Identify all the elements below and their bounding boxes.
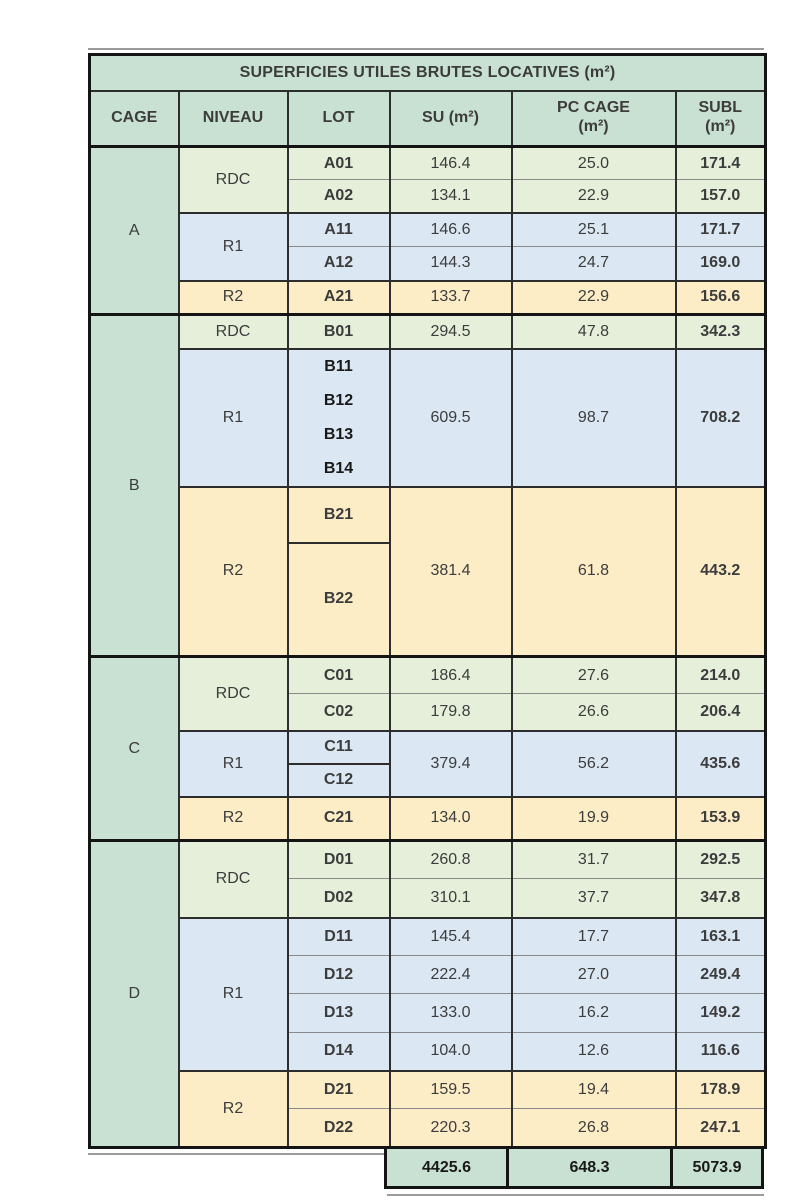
pc-cell: 16.2	[512, 994, 676, 1033]
subl-cell: 153.9	[676, 797, 766, 841]
niveau-cell: R1	[179, 213, 288, 281]
pc-cell: 27.0	[512, 956, 676, 994]
pc-cell: 37.7	[512, 879, 676, 918]
subl-cell: 247.1	[676, 1109, 766, 1148]
table-row	[90, 487, 766, 543]
table-title: SUPERFICIES UTILES BRUTES LOCATIVES (m²)	[90, 55, 766, 91]
total-pc-cell: 648.3	[508, 1149, 672, 1188]
su-cell: 146.4	[390, 147, 512, 180]
pc-cell: 98.7	[512, 349, 676, 487]
col-header-subl-line1: SUBL	[698, 99, 743, 117]
lot-cell: A01	[288, 147, 390, 180]
lot-cell: D01	[288, 841, 390, 879]
table-row	[90, 147, 766, 180]
lot-label: B14	[323, 459, 354, 477]
col-header-pc-line1: PC CAGE	[557, 99, 630, 117]
su-cell: 222.4	[390, 956, 512, 994]
su-cell: 260.8	[390, 841, 512, 879]
lot-cell: B01	[288, 315, 390, 349]
su-cell: 133.0	[390, 994, 512, 1033]
pc-cell: 56.2	[512, 731, 676, 797]
subl-cell: 178.9	[676, 1071, 766, 1109]
lot-cell: A11	[288, 213, 390, 247]
subl-cell: 435.6	[676, 731, 766, 797]
subl-cell: 171.7	[676, 213, 766, 247]
su-cell: 146.6	[390, 213, 512, 247]
niveau-cell: R1	[179, 918, 288, 1071]
niveau-cell: R2	[179, 1071, 288, 1148]
subl-cell: 116.6	[676, 1033, 766, 1071]
subl-cell: 342.3	[676, 315, 766, 349]
top-rule-line	[88, 48, 764, 50]
table-row	[90, 841, 766, 879]
lot-label: B11	[324, 357, 353, 375]
su-cell: 134.1	[390, 180, 512, 213]
surfaces-table	[88, 53, 767, 1149]
lot-label: B13	[323, 425, 354, 443]
pc-cell: 25.1	[512, 213, 676, 247]
lot-group-cell	[288, 349, 390, 487]
col-header-pc-line2: (m²)	[578, 118, 609, 136]
subl-cell: 169.0	[676, 247, 766, 281]
pc-cell: 26.8	[512, 1109, 676, 1148]
su-cell: 609.5	[390, 349, 512, 487]
lot-cell: B22	[288, 543, 390, 657]
cage-b-cell: B	[90, 315, 179, 657]
su-cell: 134.0	[390, 797, 512, 841]
lot-cell: D22	[288, 1109, 390, 1148]
lot-cell: C01	[288, 657, 390, 694]
subl-cell: 171.4	[676, 147, 766, 180]
table-row	[90, 315, 766, 349]
cage-c-cell: C	[90, 657, 179, 841]
pc-cell: 12.6	[512, 1033, 676, 1071]
title-row	[90, 55, 766, 91]
surface-table-sheet	[88, 48, 764, 1196]
pc-cell: 22.9	[512, 281, 676, 315]
niveau-cell: R1	[179, 731, 288, 797]
lot-cell: D11	[288, 918, 390, 956]
lot-cell: C21	[288, 797, 390, 841]
su-cell: 133.7	[390, 281, 512, 315]
subl-cell: 149.2	[676, 994, 766, 1033]
col-header-niveau: NIVEAU	[179, 91, 288, 147]
niveau-cell: RDC	[179, 657, 288, 731]
niveau-cell: RDC	[179, 841, 288, 918]
subl-cell: 443.2	[676, 487, 766, 657]
lot-cell: C02	[288, 694, 390, 731]
col-header-su: SU (m²)	[390, 91, 512, 147]
pc-cell: 19.4	[512, 1071, 676, 1109]
subl-cell: 206.4	[676, 694, 766, 731]
lot-cell: D14	[288, 1033, 390, 1071]
niveau-cell: RDC	[179, 147, 288, 213]
su-cell: 379.4	[390, 731, 512, 797]
lot-cell: B21	[288, 487, 390, 543]
pc-cell: 61.8	[512, 487, 676, 657]
su-cell: 159.5	[390, 1071, 512, 1109]
table-row	[90, 731, 766, 764]
subl-cell: 347.8	[676, 879, 766, 918]
niveau-cell: R1	[179, 349, 288, 487]
lot-cell: C12	[288, 764, 390, 797]
su-cell: 179.8	[390, 694, 512, 731]
total-su-cell: 4425.6	[386, 1149, 508, 1188]
cage-d-cell: D	[90, 841, 179, 1148]
subl-cell: 163.1	[676, 918, 766, 956]
lot-cell: D02	[288, 879, 390, 918]
niveau-cell: R2	[179, 281, 288, 315]
cage-a-cell: A	[90, 147, 179, 315]
table-row	[386, 1149, 763, 1188]
niveau-cell: R2	[179, 487, 288, 657]
su-cell: 145.4	[390, 918, 512, 956]
pc-cell: 25.0	[512, 147, 676, 180]
table-row	[90, 797, 766, 841]
bottom-rule-right	[387, 1194, 764, 1196]
pc-cell: 26.6	[512, 694, 676, 731]
pc-cell: 27.6	[512, 657, 676, 694]
subl-cell: 292.5	[676, 841, 766, 879]
subl-cell: 157.0	[676, 180, 766, 213]
su-cell: 220.3	[390, 1109, 512, 1148]
table-row	[90, 1071, 766, 1109]
header-row	[90, 91, 766, 147]
niveau-cell: R2	[179, 797, 288, 841]
col-header-lot: LOT	[288, 91, 390, 147]
lot-cell: A02	[288, 180, 390, 213]
pc-cell: 19.9	[512, 797, 676, 841]
subl-cell: 156.6	[676, 281, 766, 315]
su-cell: 186.4	[390, 657, 512, 694]
table-row	[90, 281, 766, 315]
lot-cell: D21	[288, 1071, 390, 1109]
bottom-rule-left	[88, 1153, 384, 1155]
pc-cell: 24.7	[512, 247, 676, 281]
table-row	[90, 213, 766, 247]
lot-cell: A21	[288, 281, 390, 315]
pc-cell: 22.9	[512, 180, 676, 213]
col-header-subl-line2: (m²)	[705, 118, 736, 136]
subl-cell: 708.2	[676, 349, 766, 487]
su-cell: 104.0	[390, 1033, 512, 1071]
table-row	[90, 918, 766, 956]
totals-row	[88, 1149, 764, 1189]
pc-cell: 17.7	[512, 918, 676, 956]
table-row	[90, 349, 766, 487]
total-subl-cell: 5073.9	[672, 1149, 763, 1188]
col-header-subl	[676, 91, 766, 147]
pc-cell: 31.7	[512, 841, 676, 879]
lot-cell: C11	[288, 731, 390, 764]
col-header-pc-cage	[512, 91, 676, 147]
lot-cell: A12	[288, 247, 390, 281]
pc-cell: 47.8	[512, 315, 676, 349]
table-row	[90, 657, 766, 694]
lot-cell: D12	[288, 956, 390, 994]
su-cell: 381.4	[390, 487, 512, 657]
subl-cell: 214.0	[676, 657, 766, 694]
su-cell: 144.3	[390, 247, 512, 281]
lot-label: B12	[323, 391, 354, 409]
su-cell: 310.1	[390, 879, 512, 918]
subl-cell: 249.4	[676, 956, 766, 994]
niveau-cell: RDC	[179, 315, 288, 349]
su-cell: 294.5	[390, 315, 512, 349]
lot-cell: D13	[288, 994, 390, 1033]
col-header-cage: CAGE	[90, 91, 179, 147]
totals-table	[384, 1149, 764, 1189]
